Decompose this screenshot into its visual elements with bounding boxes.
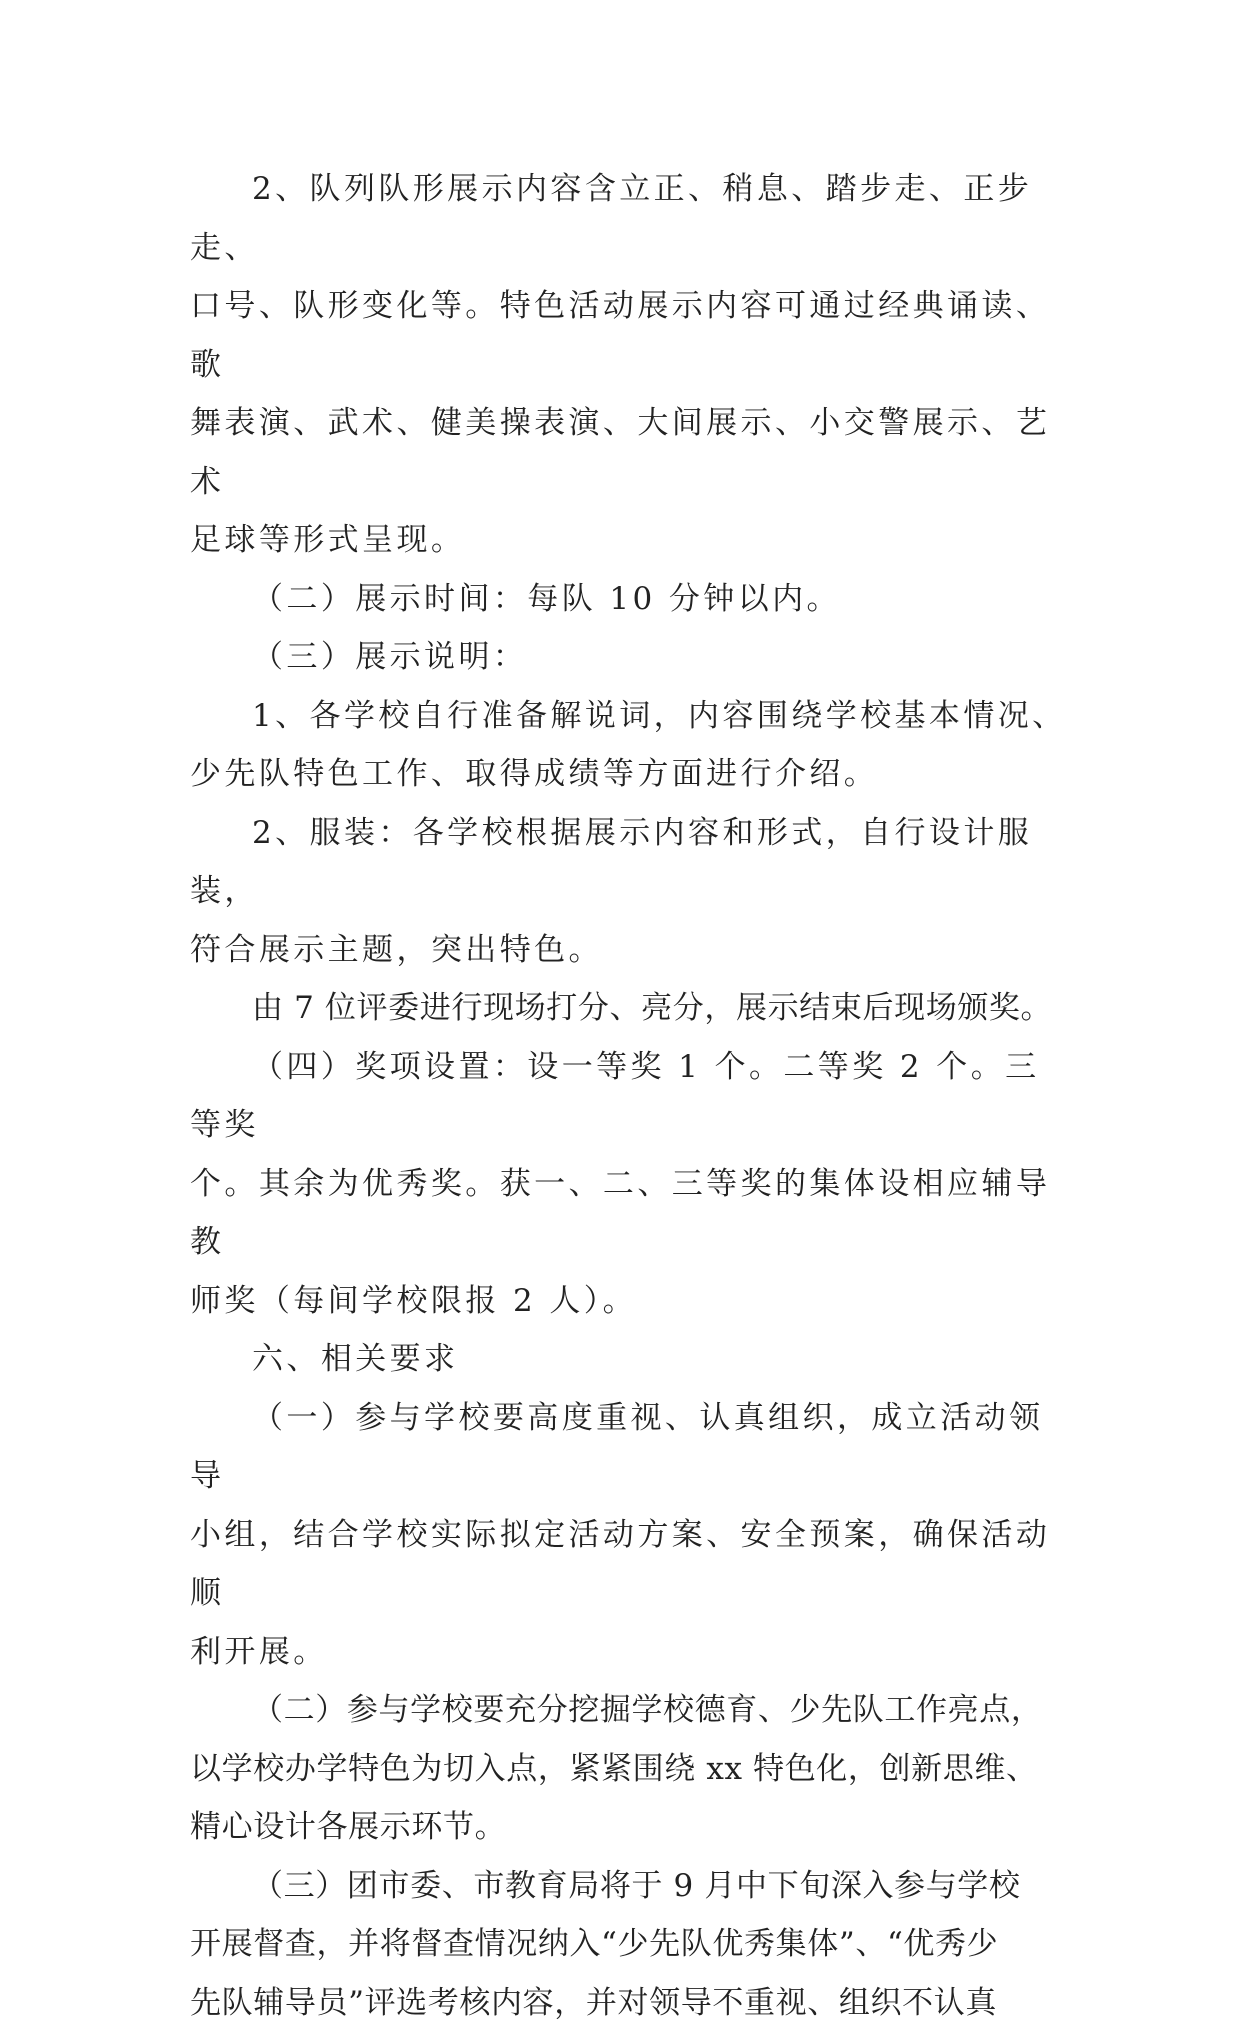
paragraph-display-notes-heading: （三）展示说明： — [190, 628, 1070, 687]
paragraph-requirement-3: （三）团市委、市教育局将于 9 月中下旬深入参与学校 开展督查，并将督查情况纳入“少先队优秀集体”、“优秀少 先队辅导员”评选考核内容，并对领导不重视、组织不认真 — [190, 1857, 1070, 2032]
paragraph-formation-content: 2、队列队形展示内容含立正、稍息、踏步走、正步走、 口号、队形变化等。特色活动展示内容可通过经典诵读、歌 舞表演、武术、健美操表演、大间展示、小交警展示、艺术 足球等形式呈现。 — [190, 160, 1070, 570]
paragraph-commentary: 1、各学校自行准备解说词，内容围绕学校基本情况、 少先队特色工作、取得成绩等方面进行介绍。 — [190, 687, 1070, 804]
section-heading-requirements: 六、相关要求 — [190, 1330, 1070, 1389]
paragraph-judging: 由 7 位评委进行现场打分、亮分，展示结束后现场颁奖。 — [190, 979, 1070, 1038]
paragraph-requirement-2: （二）参与学校要充分挖掘学校德育、少先队工作亮点， 以学校办学特色为切入点，紧紧围绕 xx 特色化，创新思维、 精心设计各展示环节。 — [190, 1681, 1070, 1857]
paragraph-awards: （四）奖项设置：设一等奖 1 个。二等奖 2 个。三等奖 个。其余为优秀奖。获一、二、三等奖的集体设相应辅导教 师奖（每间学校限报 2 人）。 — [190, 1038, 1070, 1331]
paragraph-display-time: （二）展示时间：每队 10 分钟以内。 — [190, 570, 1070, 629]
paragraph-costume: 2、服装：各学校根据展示内容和形式，自行设计服装， 符合展示主题，突出特色。 — [190, 804, 1070, 980]
document-body — [190, 160, 1070, 2032]
paragraph-requirement-1: （一）参与学校要高度重视、认真组织，成立活动领导 小组，结合学校实际拟定活动方案、安全预案，确保活动顺 利开展。 — [190, 1389, 1070, 1682]
